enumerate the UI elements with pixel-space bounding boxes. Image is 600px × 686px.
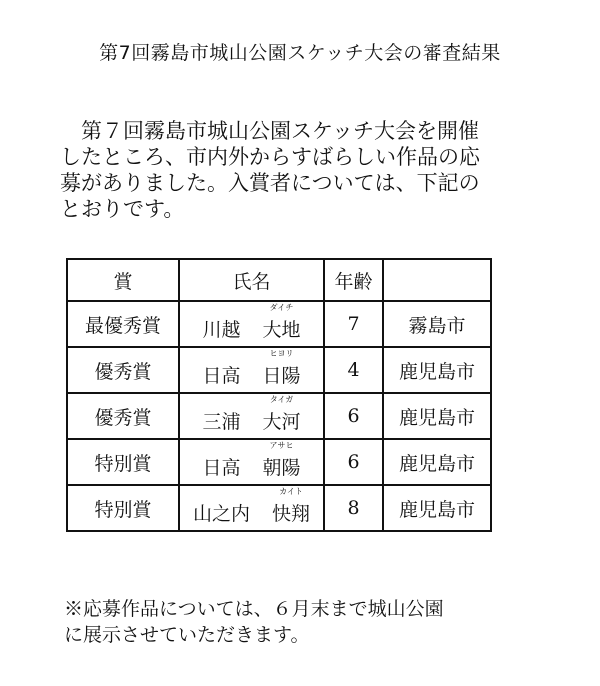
family-name: 三浦: [202, 410, 241, 433]
family-name: 山之内: [192, 502, 250, 525]
given-name-wrap: [262, 440, 301, 480]
intro-line: したところ、市内外からすばらしい作品の応: [60, 145, 480, 169]
name-cell: [179, 485, 324, 531]
table-row: [67, 347, 491, 393]
given-name: 大河: [262, 410, 301, 433]
given-name: 大地: [262, 318, 301, 341]
page-title: 第7回霧島市城山公園スケッチ大会の審査結果: [99, 42, 501, 64]
footnote: [64, 596, 544, 648]
given-name-wrap: [262, 348, 301, 388]
furigana: アサヒ: [269, 440, 294, 450]
name-cell: [179, 301, 324, 347]
age-cell: 6: [324, 439, 383, 485]
name-cell: [179, 439, 324, 485]
city-cell: 霧島市: [383, 301, 491, 347]
award-cell: 特別賞: [67, 485, 179, 531]
intro-line: とおりです。: [60, 197, 185, 221]
header-name: 氏名: [179, 259, 324, 301]
city-cell: 鹿児島市: [383, 439, 491, 485]
furigana: ダイチ: [269, 302, 294, 312]
furigana: カイト: [279, 486, 303, 496]
given-name-wrap: [272, 486, 311, 526]
table-header-row: [67, 259, 491, 301]
intro-line: 募がありました。入賞者については、下記の: [60, 171, 480, 195]
given-name: 日陽: [262, 364, 301, 387]
name-cell: [179, 393, 324, 439]
intro-line: 第７回霧島市城山公園スケッチ大会を開催: [60, 119, 479, 143]
award-cell: 特別賞: [67, 439, 179, 485]
furigana: タイガ: [269, 394, 294, 404]
given-name: 快翔: [272, 502, 311, 525]
given-name-wrap: [262, 394, 301, 434]
age-cell: 8: [324, 485, 383, 531]
award-cell: 優秀賞: [67, 393, 179, 439]
header-award: 賞: [67, 259, 179, 301]
table-row: [67, 439, 491, 485]
header-city: [383, 259, 491, 301]
furigana: ヒヨリ: [269, 348, 294, 358]
age-cell: 7: [324, 301, 383, 347]
city-cell: 鹿児島市: [383, 347, 491, 393]
given-name-wrap: [262, 302, 301, 342]
table-row: [67, 485, 491, 531]
city-cell: 鹿児島市: [383, 393, 491, 439]
footnote-line: に展示させていただきます。: [64, 624, 310, 646]
award-cell: 最優秀賞: [67, 301, 179, 347]
results-table: [66, 258, 492, 532]
family-name: 川越: [202, 318, 241, 341]
age-cell: 4: [324, 347, 383, 393]
header-age: 年齢: [324, 259, 383, 301]
award-cell: 優秀賞: [67, 347, 179, 393]
age-cell: 6: [324, 393, 383, 439]
city-cell: 鹿児島市: [383, 485, 491, 531]
name-cell: [179, 347, 324, 393]
table-row: [67, 393, 491, 439]
table-row: [67, 301, 491, 347]
family-name: 日高: [202, 364, 241, 387]
family-name: 日高: [202, 456, 241, 479]
footnote-line: ※応募作品については、６月末まで城山公園: [64, 598, 444, 620]
intro-paragraph: [60, 118, 540, 222]
given-name: 朝陽: [262, 456, 301, 479]
